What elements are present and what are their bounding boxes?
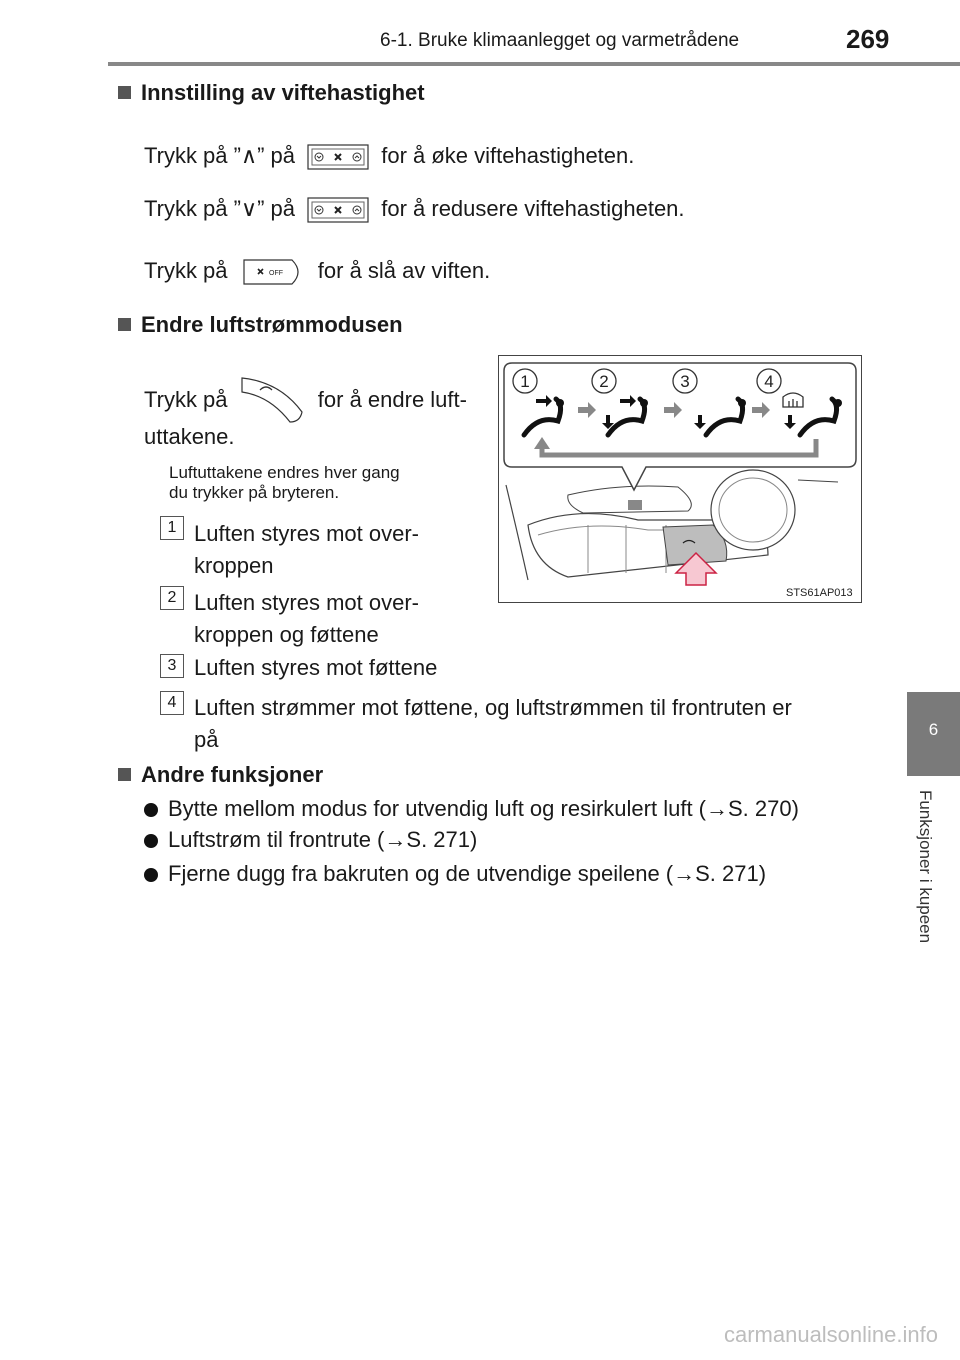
mode-note: Luftuttakene endres hver gang du trykker på bryteren. — [169, 463, 400, 502]
chapter-label: Funksjoner i kupeen — [916, 790, 935, 944]
fan-off-line: Trykk på OFF for å slå av viften. — [144, 258, 490, 286]
square-bullet-icon — [118, 318, 131, 331]
chapter-number: 6 — [928, 720, 939, 739]
section-heading-fan-speed: Innstilling av viftehastighet — [118, 80, 425, 106]
fan-off-button-icon — [240, 258, 306, 286]
page-reference-link[interactable]: →S. 270 — [706, 796, 792, 821]
figure-label-4: 4 — [764, 372, 774, 391]
page-number: 269 — [846, 24, 890, 54]
figure-label-3: 3 — [680, 372, 690, 391]
number-badge: 4 — [160, 691, 184, 715]
fan-increase-line: Trykk på ”∧” på for å øke viftehastigheten. — [144, 143, 634, 170]
number-badge: 1 — [160, 516, 184, 540]
numbered-item — [160, 654, 184, 678]
number-badge: 3 — [160, 654, 184, 678]
fan-decrease-line: Trykk på ”∨” på for å redusere viftehastigheten. — [144, 196, 685, 223]
bullet-item: Luftstrøm til frontrute (→S. 271) — [144, 827, 477, 853]
figure-code: STS61AP013 — [786, 587, 853, 599]
item-text: Luften styres mot føttene — [194, 655, 438, 680]
bullet-item: Bytte mellom modus for utvendig luft og resirkulert luft (→S. 270) — [144, 796, 799, 822]
bullet-dot-icon — [144, 803, 158, 817]
numbered-item — [160, 516, 184, 540]
item-text: Luften strømmer mot føttene, og luftstrømmen til frontruten er på — [194, 695, 792, 752]
fan-speed-button-icon — [307, 197, 369, 223]
mode-change-line-2: uttakene. — [144, 424, 235, 449]
header-title: 6-1. Bruke klimaanlegget og varmetrådene — [380, 30, 740, 51]
section-heading-other-functions: Andre funksjoner — [118, 762, 323, 788]
figure-label-2: 2 — [599, 372, 609, 391]
figure-label-1: 1 — [520, 372, 530, 391]
bullet-dot-icon — [144, 868, 158, 882]
watermark: carmanualsonline.info — [723, 1322, 938, 1347]
number-badge: 2 — [160, 586, 184, 610]
page-reference-link[interactable]: →S. 271 — [673, 861, 759, 886]
square-bullet-icon — [118, 86, 131, 99]
square-bullet-icon — [118, 768, 131, 781]
fan-speed-button-icon — [307, 144, 369, 170]
item-text: Luften styres mot over- kroppen — [194, 521, 419, 578]
off-label: OFF — [268, 270, 283, 278]
bullet-item: Fjerne dugg fra bakruten og de utvendige speilene (→S. 271) — [144, 861, 766, 887]
mode-change-line: Trykk på for å endre luft- — [144, 376, 474, 426]
numbered-item — [160, 691, 184, 715]
item-text: Luften styres mot over- kroppen og føttene — [194, 590, 419, 647]
page-reference-link[interactable]: →S. 271 — [384, 827, 470, 852]
section-heading-airflow-mode: Endre luftstrømmodusen — [118, 312, 403, 338]
bullet-dot-icon — [144, 834, 158, 848]
airflow-mode-figure — [498, 355, 862, 603]
header-rule — [108, 62, 960, 66]
numbered-item — [160, 586, 184, 610]
mode-button-icon — [240, 376, 306, 426]
